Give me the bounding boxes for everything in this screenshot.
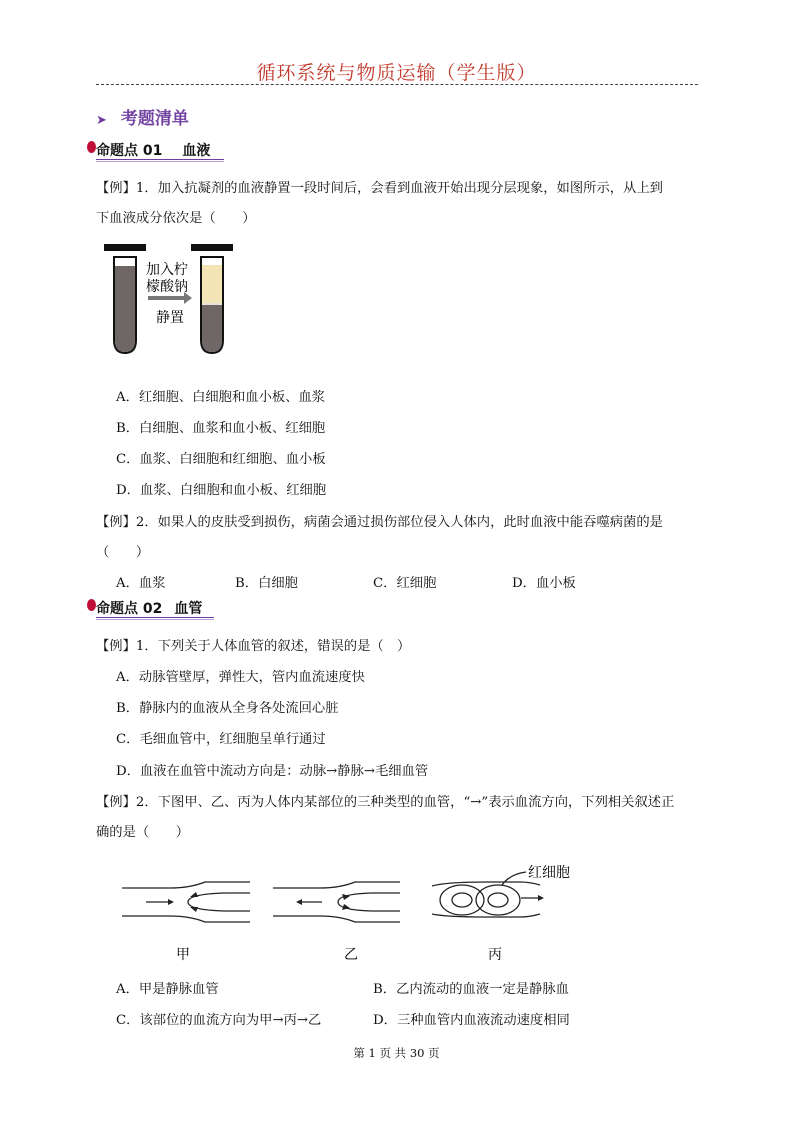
q3-option-a: A．动脉管壁厚，弹性大，管内血流速度快	[116, 670, 365, 685]
rbc-layer	[202, 305, 222, 352]
blood-vessel-figure	[110, 858, 590, 968]
section-heading	[96, 104, 189, 129]
section-title: 考题清单	[120, 109, 189, 129]
q2-option-a: A．血浆	[116, 576, 166, 591]
vessel-yi	[273, 882, 400, 922]
arrow-jia-in-icon	[168, 899, 174, 905]
q3-option-c: C．毛细血管中，红细胞呈单行通过	[116, 732, 326, 747]
topic-bullet-icon	[87, 141, 96, 153]
topic-number: 命题点 01	[96, 143, 163, 159]
q4-option-a: A．甲是静脉血管	[116, 982, 219, 997]
arrow-yi-out-icon	[296, 899, 302, 905]
q1-option-b: B．白细胞、血浆和血小板、红细胞	[116, 421, 326, 436]
arrow-jia-up-icon	[190, 892, 198, 897]
header-divider	[96, 84, 698, 85]
q4-option-d: D．三种血管内血液流动速度相同	[373, 1013, 570, 1028]
question-2-line-2: （ ）	[96, 545, 150, 560]
question-1-line-2: 下血液成分依次是（ ）	[96, 211, 256, 226]
question-4-line-1: 【例】2．下图甲、乙、丙为人体内某部位的三种类型的血管，“→”表示血流方向，下列相关叙述正	[96, 795, 675, 810]
arrow-bing-icon	[538, 895, 544, 901]
figure-label-1: 加入柠	[146, 262, 188, 278]
rbc-label: 红细胞	[528, 865, 570, 881]
page-footer: 第 1 页 共 30 页	[353, 1046, 440, 1060]
question-4-line-2: 确的是（ ）	[96, 825, 190, 840]
tube-1-cap	[104, 244, 146, 251]
q4-option-b: B．乙内流动的血液一定是静脉血	[373, 982, 569, 997]
figure-label-2: 檬酸钠	[146, 279, 188, 295]
q1-option-d: D．血浆、白细胞和血小板、红细胞	[116, 483, 327, 498]
q1-option-c: C．血浆、白细胞和红细胞、血小板	[116, 452, 326, 467]
topic-underline	[96, 159, 224, 160]
topic-bullet-icon	[87, 599, 96, 611]
q2-option-c: C．红细胞	[373, 576, 437, 591]
vessel-label-yi: 乙	[344, 947, 358, 963]
vessel-label-bing: 丙	[488, 947, 502, 963]
question-2-line-1: 【例】2．如果人的皮肤受到损伤，病菌会通过损伤部位侵入人体内，此时血液中能吞噬病菌的是	[96, 515, 663, 530]
question-3-line-1: 【例】1．下列关于人体血管的叙述，错误的是（ ）	[96, 639, 411, 654]
plasma-layer	[202, 265, 222, 303]
buffy-coat-layer	[202, 303, 222, 305]
red-blood-cell-2	[476, 885, 520, 915]
vessel-label-jia: 甲	[176, 947, 190, 963]
arrow-bullet-icon: ➤	[96, 113, 107, 128]
tube-2-cap	[191, 244, 233, 251]
page-title: 循环系统与物质运输（学生版）	[256, 62, 537, 84]
topic-underline-shadow	[96, 619, 214, 620]
arrow-jia-down-icon	[190, 907, 198, 912]
q4-option-c: C．该部位的血流方向为甲→丙→乙	[116, 1013, 322, 1028]
topic-number: 命题点 02	[96, 601, 163, 617]
topic-underline	[96, 617, 214, 618]
q3-option-b: B．静脉内的血液从全身各处流回心脏	[116, 701, 339, 716]
q3-option-d: D．血液在血管中流动方向是：动脉→静脉→毛细血管	[116, 764, 429, 779]
q2-option-b: B．白细胞	[235, 576, 298, 591]
topic-heading-vessels	[96, 598, 202, 618]
question-1-line-1: 【例】1．加入抗凝剂的血液静置一段时间后，会看到血液开始出现分层现象，如图所示，从上到	[96, 181, 663, 196]
topic-heading-blood	[96, 140, 210, 160]
test-tube-figure	[100, 240, 250, 360]
q1-option-a: A．红细胞、白细胞和血小板、血浆	[116, 390, 326, 405]
topic-underline-shadow	[96, 161, 224, 162]
topic-name: 血液	[182, 143, 211, 159]
tube-1-blood	[115, 266, 135, 352]
red-blood-cell-1	[440, 885, 484, 915]
vessel-bing	[432, 872, 540, 917]
vessel-jia	[122, 882, 250, 922]
figure-label-3: 静置	[156, 310, 184, 326]
topic-name: 血管	[174, 601, 203, 617]
q2-option-d: D．血小板	[512, 576, 576, 591]
